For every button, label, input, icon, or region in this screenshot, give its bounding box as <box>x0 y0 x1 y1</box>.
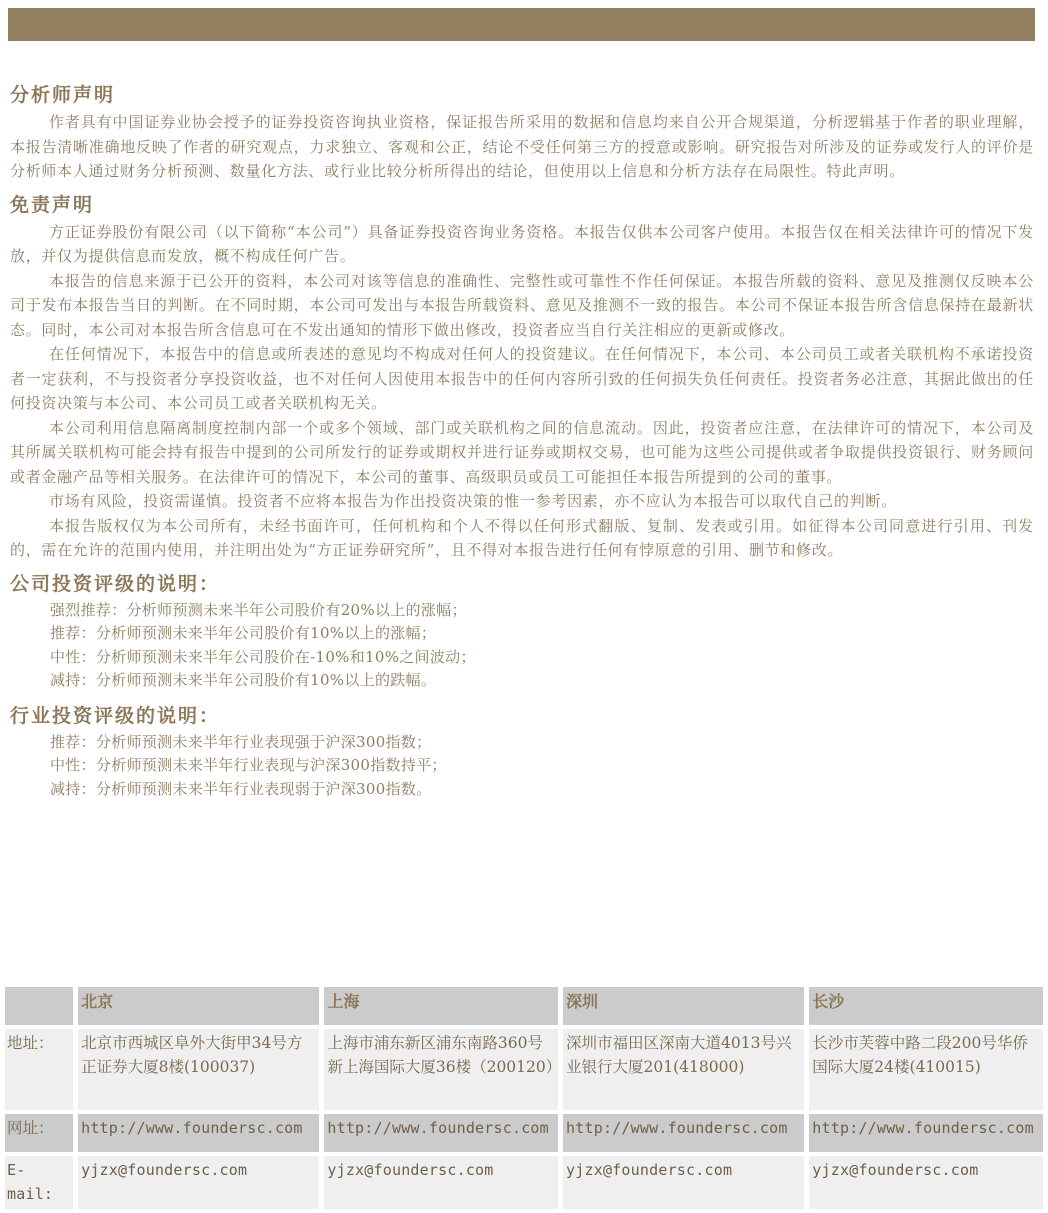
analyst-statement-title: 分析师声明 <box>10 84 116 106</box>
email-link[interactable]: yjzx@foundersc.com <box>809 1156 1043 1209</box>
website-link[interactable]: http://www.foundersc.com <box>324 1114 558 1152</box>
address-label: 地址： <box>5 1029 73 1110</box>
industry-rating-title: 行业投资评级的说明： <box>10 704 221 727</box>
industry-rating-item: 中性：分析师预测未来半年行业表现与沪深300指数持平； <box>50 756 447 774</box>
email-link[interactable]: yjzx@foundersc.com <box>324 1156 558 1209</box>
industry-rating-list <box>10 731 1034 802</box>
header-bar <box>8 8 1035 41</box>
industry-rating-item: 减持：分析师预测未来半年行业表现弱于沪深300指数。 <box>50 779 432 798</box>
table-header-row <box>5 987 1043 1025</box>
disclaimer-paragraph: 本公司利用信息隔离制度控制内部一个或多个领域、部门或关联机构之间的信息流动。因此，投资者应注意，在法律许可的情况下，本公司及其所属关联机构可能会持有报告中提到的公司所发行的证券或期权并进行证券或期权交易，也可能为这些公司提供或者争取提供投资银行、财务顾问或者金融产品等相关服务。在法律许可的情况下，本公司的董事、高级职员或员工可能担任本报告所提到的公司的董事。 <box>10 418 1034 486</box>
industry-rating-item: 推荐：分析师预测未来半年行业表现强于沪深300指数； <box>50 732 432 751</box>
table-row-address <box>5 1029 1043 1110</box>
document-body <box>10 78 1034 801</box>
email-label: E-mail: <box>5 1156 73 1209</box>
address-cell: 长沙市芙蓉中路二段200号华侨国际大厦24楼(410015) <box>809 1029 1043 1110</box>
company-rating-item: 中性：分析师预测未来半年公司股价在-10%和10%之间波动； <box>50 647 476 666</box>
disclaimer-paragraph: 本报告版权仅为本公司所有，未经书面许可，任何机构和个人不得以任何形式翻版、复制、发表或引用。如征得本公司同意进行引用、刊发的，需在允许的范围内使用，并注明出处为“方正证券研究所”，且不得对本报告进行任何有悖原意的引用、删节和修改。 <box>10 516 1034 559</box>
city-header: 北京 <box>78 987 319 1025</box>
email-link[interactable]: yjzx@foundersc.com <box>563 1156 804 1209</box>
city-header: 深圳 <box>563 987 804 1025</box>
website-link[interactable]: http://www.foundersc.com <box>78 1114 319 1152</box>
company-rating-item: 减持：分析师预测未来半年公司股价有10%以上的跌幅。 <box>50 671 437 689</box>
company-rating-title: 公司投资评级的说明： <box>10 572 221 595</box>
website-label: 网址： <box>5 1114 73 1152</box>
website-link[interactable]: http://www.foundersc.com <box>809 1114 1043 1152</box>
disclaimer-paragraph: 在任何情况下，本报告中的信息或所表述的意见均不构成对任何人的投资建议。在任何情况下，本公司、本公司员工或者关联机构不承诺投资者一定获利，不与投资者分享投资收益，也不对任何人因使用本报告中的任何内容所引致的任何损失负任何责任。投资者务必注意，其据此做出的任何投资决策与本公司、本公司员工或者关联机构无关。 <box>10 345 1034 412</box>
office-contact-table <box>0 983 1048 1213</box>
table-row-email <box>5 1156 1043 1209</box>
analyst-statement-paragraph: 作者具有中国证券业协会授予的证券投资咨询执业资格，保证报告所采用的数据和信息均来自公开合规渠道，分析逻辑基于作者的职业理解，本报告清晰准确地反映了作者的研究观点，力求独立、客观和公正，结论不受任何第三方的授意或影响。研究报告对所涉及的证券或发行人的评价是分析师本人通过财务分析预测、数量化方法、或行业比较分析所得出的结论，但使用以上信息和分析方法存在局限性。特此声明。 <box>10 113 1034 180</box>
email-link[interactable]: yjzx@foundersc.com <box>78 1156 319 1209</box>
company-rating-item: 推荐：分析师预测未来半年公司股价有10%以上的涨幅； <box>50 624 437 642</box>
disclaimer-paragraph: 市场有风险，投资需谨慎。投资者不应将本报告为作出投资决策的惟一参考因素，亦不应认为本报告可以取代自己的判断。 <box>49 492 897 510</box>
empty-header-cell <box>5 987 73 1025</box>
address-cell: 上海市浦东新区浦东南路360号新上海国际大厦36楼（200120） <box>324 1029 558 1110</box>
city-header: 长沙 <box>809 987 1043 1025</box>
website-link[interactable]: http://www.foundersc.com <box>563 1114 804 1152</box>
disclaimer-paragraph: 方正证券股份有限公司（以下简称“本公司”）具备证券投资咨询业务资格。本报告仅供本公司客户使用。本报告仅在相关法律许可的情况下发放，并仅为提供信息而发放，概不构成任何广告。 <box>10 222 1034 265</box>
address-cell: 北京市西城区阜外大街甲34号方正证券大厦8楼(100037) <box>78 1029 319 1110</box>
disclaimer-title: 免责声明 <box>10 193 95 216</box>
disclaimer-paragraph: 本报告的信息来源于已公开的资料，本公司对该等信息的准确性、完整性或可靠性不作任何保证。本报告所载的资料、意见及推测仅反映本公司于发布本报告当日的判断。在不同时期，本公司可发出与本报告所载资料、意见及推测不一致的报告。本公司不保证本报告所含信息保持在最新状态。同时，本公司对本报告所含信息可在不发出通知的情形下做出修改，投资者应当自行关注相应的更新或修改。 <box>10 271 1034 339</box>
company-rating-list <box>10 599 1034 693</box>
table-row-website <box>5 1114 1043 1152</box>
address-cell: 深圳市福田区深南大道4013号兴业银行大厦201(418000) <box>563 1029 804 1110</box>
city-header: 上海 <box>324 987 558 1025</box>
company-rating-item: 强烈推荐：分析师预测未来半年公司股价有20%以上的涨幅； <box>50 600 467 619</box>
